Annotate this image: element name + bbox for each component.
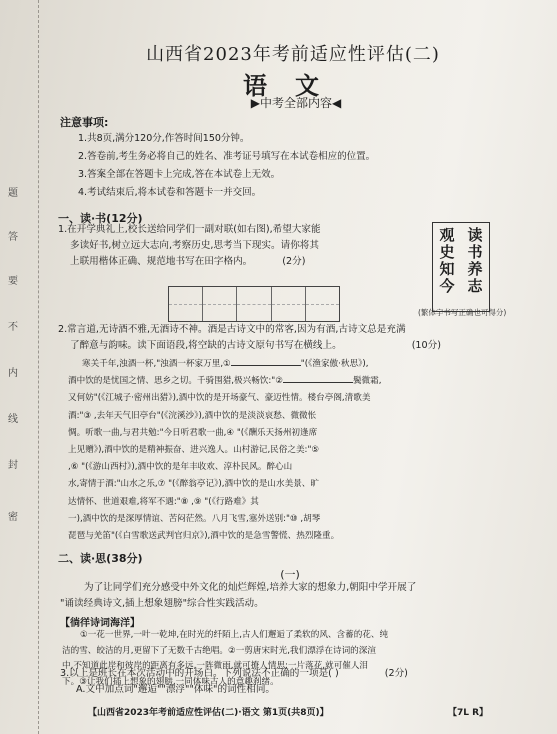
margin-char: 不 [8,322,18,333]
answer-blank[interactable] [283,382,353,383]
fill-in-passage [68,356,528,545]
binding-margin [0,0,39,734]
margin-char: 线 [8,414,18,425]
grid-cell[interactable] [272,287,306,321]
passage-line: 寒关千年,浊酒一杯,"浊酒一杯家万里,① "(《渔家傲·秋思》), [82,359,369,369]
part-label: (一) [280,568,300,581]
couplet-note: (繁体字书写正确也可得分) [418,308,507,317]
score-label: (10分) [411,340,441,351]
passage-line: 上见赠》),酒中饮的是精神振奋、进兴逸人。山村游记,民俗之美:"⑤ [68,445,320,456]
activity-intro [60,580,530,612]
notice-item: 2.答卷前,考生务必将自己的姓名、准考证号填写在本试卷相应的位置。 [78,151,376,162]
paper-code: 【7L R】 [448,708,489,718]
section-heading: 一、读·书(12分) [58,212,143,225]
exam-title: 山西省2023年考前适应性评估(二) [146,44,440,65]
question-3 [60,666,530,698]
grid-cell[interactable] [203,287,237,321]
margin-char: 题 [8,188,18,199]
grid-cell[interactable] [237,287,271,321]
exam-scope: ▶中考全部内容◀ [250,96,342,110]
notice-item: 4.考试结束后,将本试卷和答题卡一并交回。 [78,187,262,198]
margin-char: 内 [8,368,18,379]
speech-line: ①一花一世界,一叶一乾坤,在时光的纤陌上,古人们邂逅了柔软的风、含蓄的花、纯 [80,630,389,640]
activity-tag: 【徜徉诗词海洋】 [60,618,140,629]
margin-char: 答 [8,232,18,243]
question-line: 多读好书,树立远大志向,考察历史,思考当下现实。请你将其 [70,240,319,251]
grid-cell[interactable] [169,287,203,321]
margin-char: 要 [8,276,18,287]
option-a: A.文中加点词"邂逅""漂浮""体味"的词性相同。 [76,684,276,695]
passage-line: ,⑥ "(《游山西村》),酒中饮的是年丰收欢、淳朴民风。醉心山 [68,462,293,473]
passage-line: 达情怀、世道艰难,将军不遇:"⑧ ,⑨ "(《行路难》其 [68,496,259,507]
section-heading: 二、读·思(38分) [58,552,143,565]
couplet-first-line: 读书养志 [465,227,484,295]
speech-line: 中,不知道此岸和彼岸的距离有多远,一阵微雨,就可撩人情思;一片落花,就可催人泪 [62,661,369,671]
score-label: (2分) [282,256,306,267]
margin-char: 封 [8,460,18,471]
subject-title: 语文 [243,71,347,100]
question-line: 上联用楷体正确、规范地书写在田字格内。 (2分) [70,256,306,267]
couplet-box [432,222,490,312]
intro-line: "诵读经典诗文,插上想象翅膀"综合性实践活动。 [60,598,264,609]
answer-blank[interactable] [231,365,301,366]
intro-line: 为了让同学们充分感受中外文化的灿烂辉煌,培养大家的想象力,朝阳中学开展了 [84,582,417,593]
passage-line: 又何妨"(《江城子·密州出猎》),酒中饮的是开场豪气、豪迈性情。楼台亭阁,清歌美 [68,393,371,404]
speech-line: 下。③让我们插上想象的翅膀,一同体味古人的意趣刹绪。 [62,676,279,687]
notice-item: 1.共8页,满分120分,作答时间150分钟。 [78,133,250,144]
grid-cell[interactable] [306,287,339,321]
passage-line: 琵琶与羌笛"(《白雪歌送武判官归京》),酒中饮的是急雪警慌、热烈隆重。 [68,531,340,542]
question-line: 了醉意与韵味。读下面语段,将空缺的古诗文原句书写在横线上。 (10分) [70,340,441,351]
passage-line: 酒:"③ ,去年天气旧亭台"(《浣溪沙》),酒中饮的是淡淡哀愁、微微怅 [68,410,317,421]
question-line: 1.在开学典礼上,校长送给同学们一副对联(如右图),希望大家能 [58,224,321,235]
writing-grid[interactable] [168,286,340,322]
score-label: (2分) [384,668,408,679]
notice-item: 3.答案全部在答题卡上完成,答在本试卷上无效。 [78,169,281,180]
question-line: 2.常言道,无诗酒不雅,无酒诗不神。酒是古诗文中的常客,因为有酒,古诗文总是充满 [58,324,406,335]
passage-line: 一),酒中饮的是深厚情谊、苦闷茫然。八月飞雪,塞外送别:"⑩ ,胡琴 [68,513,321,524]
question-1 [58,222,428,270]
question-2 [58,322,528,354]
question-line: 3.以上是班长在本次活动中的开场白。下列说法不正确的一项是( ) (2分) [60,668,408,679]
couplet-second-line: 观史知今 [437,227,456,295]
passage-line: 酒中饮的是忧国之情、思乡之切。千骑围猎,极兴畅饮:"② 鬓微霜, [68,376,382,387]
margin-char: 密 [8,512,18,523]
page-footer: 【山西省2023年考前适应性评估(二)·语文 第1页(共8页)】 [88,708,329,718]
passage-line: 水,寄情于酒:"山水之乐,⑦ "(《醉翁亭记》),酒中饮的是山水美景、旷 [68,479,319,490]
speech-line: 洁的雪、皎洁的月,更留下了无数千古绝唱。②一剪唐宋时光,我们漂浮在诗词的深渲 [62,645,376,656]
passage-line: 惆。听歌一曲,与君共勉:"今日听君歌一曲,④ "(《酬乐天扬州初逢席 [68,427,318,438]
notice-heading: 注意事项: [60,116,109,129]
